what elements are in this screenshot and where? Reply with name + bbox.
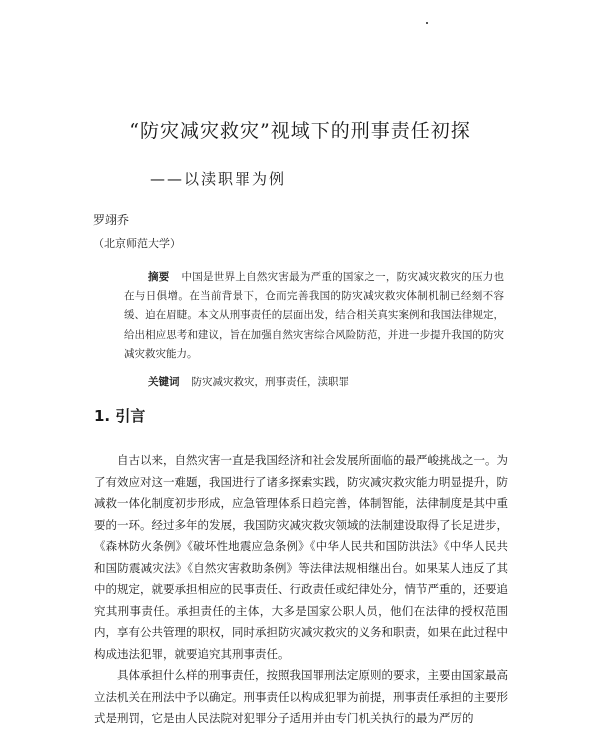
section-heading: 1. 引言 bbox=[94, 407, 146, 425]
author-name: 罗翊乔 bbox=[93, 213, 130, 227]
abstract bbox=[124, 268, 504, 364]
keywords bbox=[148, 374, 349, 389]
keywords-text: 防灾减灾救灾，刑事责任，渎职罪 bbox=[191, 376, 349, 388]
paragraph: 自古以来，自然灾害一直是我国经济和社会发展所面临的最严峻挑战之一。为了有效应对这一难题，我国进行了诸多探索实践，防灾减灾救灾能力明显提升，防减救一体化制度初步形成，应急管理体系日趋完善，体制智能，法律制度是其中重要的一环。经过多年的发展，我国防灾减灾救灾领域的法制建设取得了长足进步，《森林防火条例》《破坏性地震应急条例》《中华人民共和国防洪法》《中华人民共和国防震减灾法》《自然灾害救助条例》等法律法规相继出台。如果某人违反了其中的规定，就要承担相应的民事责任、行政责任或纪律处分，情节严重的，还要追究其刑事责任。承担责任的主体，大多是国家公职人员，他们在法律的授权范围内，享有公共管理的职权，同时承担防灾减灾救灾的义务和职责，如果在此过程中构成违法犯罪，就要追究其刑事责任。 bbox=[94, 453, 508, 661]
abstract-text: 中国是世界上自然灾害最为严重的国家之一，防灾减灾救灾的压力也在与日俱增。在当前背景下，仓而完善我国的防灾减灾救灾体制机制已经刻不容缓、迫在眉睫。本文从刑事责任的层面出发，结合相关真实案例和我国法律规定，给出相应思考和建议，旨在加强自然灾害综合风险防范，并进一步提升我国的防灾减灾救灾能力。 bbox=[124, 271, 505, 360]
scan-speck bbox=[426, 22, 428, 24]
paper-subtitle: ——以渎职罪为例 bbox=[150, 170, 287, 188]
keywords-label: 关键词 bbox=[148, 376, 180, 388]
author-affiliation: （北京师范大学） bbox=[93, 237, 181, 250]
abstract-label: 摘要 bbox=[148, 271, 170, 283]
body-text bbox=[94, 450, 508, 730]
paragraph: 具体承担什么样的刑事责任，按照我国罪刑法定原则的要求，主要由国家最高立法机关在刑法中予以确定。刑事责任以构成犯罪为前提，刑事责任承担的主要形式是刑罚，它是由人民法院对犯罪分子适用并由专门机关执行的最为严厉的 bbox=[94, 668, 508, 725]
paper-title: “防灾减灾救灾”视域下的刑事责任初探 bbox=[129, 120, 471, 142]
